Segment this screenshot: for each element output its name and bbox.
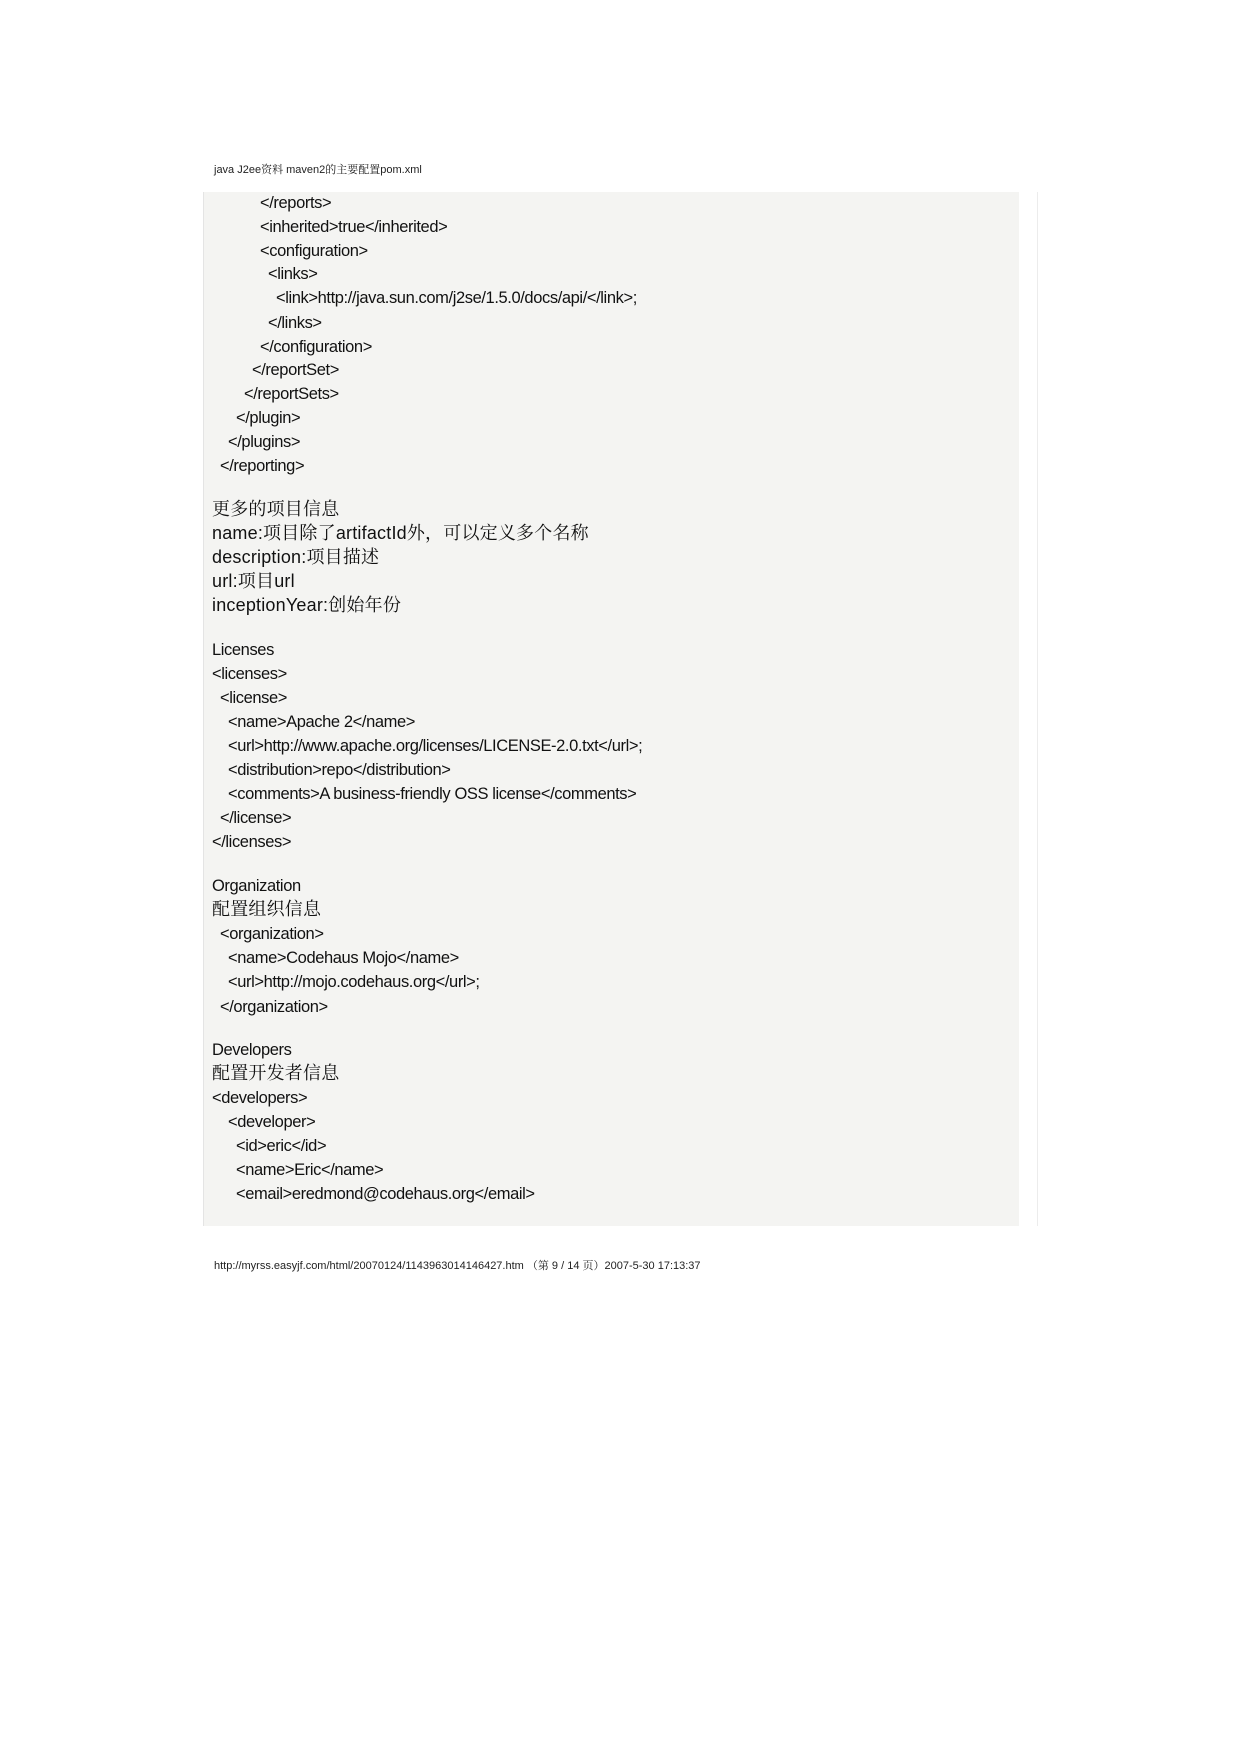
page-header-title: java J2ee资料 maven2的主要配置pom.xml [214, 164, 422, 176]
text-line: <name>Apache 2</name> [228, 713, 415, 731]
text-line: <id>eric</id> [236, 1137, 327, 1155]
text-line: </reports> [260, 194, 332, 212]
text-line: Licenses [212, 641, 274, 659]
text-line: <name>Codehaus Mojo</name> [228, 949, 459, 967]
text-line: <email>eredmond@codehaus.org</email> [236, 1185, 535, 1203]
page-footer: http://myrss.easyjf.com/html/20070124/1143963014146427.htm （第 9 / 14 页）2007-5-30 17:13:37 [214, 1260, 701, 1272]
text-line: <developers> [212, 1089, 308, 1107]
text-line: 配置组织信息 [212, 899, 322, 919]
text-line: </links> [268, 314, 322, 332]
text-line: description:项目描述 [212, 547, 380, 567]
text-line: Developers [212, 1041, 292, 1059]
text-line: <configuration> [260, 242, 368, 260]
text-line: <links> [268, 265, 318, 283]
text-line: </plugins> [228, 433, 301, 451]
text-line: <comments>A business-friendly OSS license</comments> [228, 785, 637, 803]
text-line: name:项目除了artifactId外，可以定义多个名称 [212, 523, 589, 543]
text-line: </licenses> [212, 833, 292, 851]
panel-right-border [1037, 192, 1038, 1226]
text-line: 配置开发者信息 [212, 1063, 340, 1083]
text-line: <license> [220, 689, 288, 707]
text-line: 更多的项目信息 [212, 499, 340, 519]
panel-left-border [203, 192, 204, 1226]
text-line: </configuration> [260, 338, 372, 356]
text-line: <url>http://www.apache.org/licenses/LICENSE-2.0.txt</url>; [228, 737, 643, 755]
text-line: <licenses> [212, 665, 287, 683]
text-line: </license> [220, 809, 292, 827]
text-line: Organization [212, 877, 301, 895]
text-line: </reportSet> [252, 361, 339, 379]
text-line: <developer> [228, 1113, 316, 1131]
text-line: <distribution>repo</distribution> [228, 761, 451, 779]
text-line: </plugin> [236, 409, 301, 427]
text-line: url:项目url [212, 571, 295, 591]
text-line: <name>Eric</name> [236, 1161, 384, 1179]
text-line: <organization> [220, 925, 324, 943]
text-line: <inherited>true</inherited> [260, 218, 448, 236]
text-line: </reportSets> [244, 385, 339, 403]
text-line: inceptionYear:创始年份 [212, 595, 402, 615]
text-line: <link>http://java.sun.com/j2se/1.5.0/docs/api/</link>; [276, 289, 637, 307]
text-line: </organization> [220, 998, 328, 1016]
text-line: </reporting> [220, 457, 305, 475]
text-line: <url>http://mojo.codehaus.org</url>; [228, 973, 480, 991]
